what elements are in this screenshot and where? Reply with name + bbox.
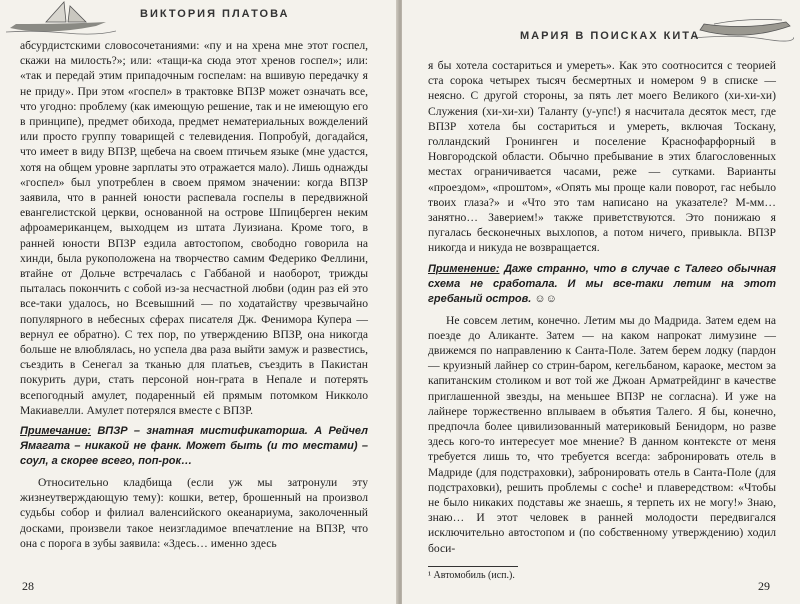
boat-sketch-icon xyxy=(694,4,794,44)
footnote-rule xyxy=(428,566,518,567)
page-number: 29 xyxy=(758,579,770,593)
paragraph: Не совсем летим, конечно. Летим мы до Мадрида. Затем едем на поезде до Аликанте. Затем — на каком напрокат лимузине — движемся по направлению к Санта-Поле. Затем берем лодку (пардон — круизный лайнер со стрин-баром, кегельбаном, караоке, местом за капитанским столиком и вот той же Джоан Арматрейдинг в качестве приглашенной звезды, на меньшее ВПЗР не согласна). И уже на лайнере торжественно вплываем в объятия Талего. Я бы, конечно, предпочла более цивилизованный материковый Бенидорм, но разве здесь кого-то интересует мое мнение? В данном контексте от меня требуется лишь то, что требуется всегда: забронировать отель в Мадриде (для подстраховки), забронировать отель в Санта-Поле (для подстраховки), решить проблемы с coche¹ и плавередством: «Чтобы не было никаких подставы же знаешь, я терпеть их не могу!» Знаю, знаю… И этот человек в ранней молодости передвигался исключительно автостопом и (по собственному утверждению) ходил боси- xyxy=(428,313,776,555)
left-page xyxy=(0,0,398,604)
paragraph: Относительно кладбища (если уж мы затронули эту жизнеутверждающую тему): кошки, ветер, брошенный на произвол судьбы собор и филиал валенсийского океанариума, заколоченный досками, произвели такое неизгладимое впечатление на ВПЗР, что она с порога в зубы заявила: «Здесь… именно здесь xyxy=(20,476,368,550)
note xyxy=(20,424,368,469)
right-page xyxy=(402,0,800,604)
note-text: Даже странно, что в случае с Талего обычная схема не сработала. И мы все-таки летим на этот гребаный остров. ☺☺ xyxy=(428,262,776,305)
note xyxy=(428,262,776,307)
sailboat-sketch-icon xyxy=(6,0,116,36)
page-number: 28 xyxy=(22,579,34,593)
paragraph: я бы хотела состариться и умереть». Как это соотносится с теорией ста сорока четырех тысяч бесмертных и номером 9 в списке — неясно. С другой стороны, за пять лет моего Великого (хи-хи-хи) Служения (хи-хи-хи) Таланту (у-упс!) я насчитала десяток мест, где ВПЗР хотела бы состариться и умереть, включая Тоскану, голландский Гронинген и поселение Краснофарфорный в Новгородской области. Обычно пребывание в этих благословенных местах ограничивается часами, реже — сутками. Варианты «проездом», «проштом», «Опять мы проще кали поворот, гас небыло твоих глаза?» и «Что это там написано на указателе? М-мм… занятно… Заверием!» также приветствуются. Это понижаю я пугалась бесконечных выхлопов, а потом ничего, привыкла. ВПЗР никогда и никуда не возвращается. xyxy=(428,59,776,255)
note-label: Применение: xyxy=(428,262,500,275)
note-label: Примечание: xyxy=(20,425,92,438)
running-header: МАРИЯ В ПОИСКАХ КИТА xyxy=(520,30,701,42)
left-body-text xyxy=(20,38,368,551)
paragraph: абсурдистскими словосочетаниями: «пу и на хрена мне этот госпел, скажи на милость?»; или: «тащи-ка сюда этот хренов госпел»; или: «так и передай этим припадочным госпелам: на вшивую передачку я не приду». При этом «госпел» в трактовке ВПЗР может означать все, что угодно: проблему (как имеющую решение, так и не имеющую его в принципе), предмет обихода, предмет нематериальных вожделений или просто группу товарищей с телевидения. Попробуй, догадайся, что имеет в виду ВПЗР, щебеча на своем птичьем языке (мне удастся, хотя на общем уровне зарплаты это отражается мало). Лишь однажды «госпел» был употреблен в своем прямом значении: когда ВПЗР заявила, что в ранней юности распевала госпелы в передвижной евангелистской церкви, основанной на острове Шпицберген неким афроамериканцем, выходцем из штата Луизиана. Кроме того, в ранней юности ВПЗР ездила автостопом, свободно говорила на хинди, была рукоположена на творчество самим Федерико Феллини, втайне от Дольче встречалась с Габбаной и наоборот, трижды пыталась покончить с собой из-за несчастной любви (один раз ей это все-таки удалось, но Всевышний — по ходатайству чрезвычайно популярного в небесных сферах писателя Дж. Фенимора Купера — вернул ее обратно). С тех пор, по утверждению ВПЗР, она никогда больше не влюблялась, но успела два раза выйти замуж и развестись, съездить в Сенегал за тканью для платьев, съездить в Пакистан покурить дури, стать персоной нон-грата в Непале и потерять всепогодный амулет, подаренный ей прямым потомком Никколо Макиавелли. Амулет потерялся вместе с ВПЗР. xyxy=(20,39,368,417)
note-text: ВПЗР – знатная мистификаторша. А Рейчел Ямагата – никакой не фанк. Может быть (и то местами) – соул, а скорее всего, поп-рок… xyxy=(20,425,368,468)
right-body-text xyxy=(428,58,776,582)
running-header: ВИКТОРИЯ ПЛАТОВА xyxy=(140,8,290,20)
footnote: ¹ Автомобиль (исп.). xyxy=(428,569,515,581)
